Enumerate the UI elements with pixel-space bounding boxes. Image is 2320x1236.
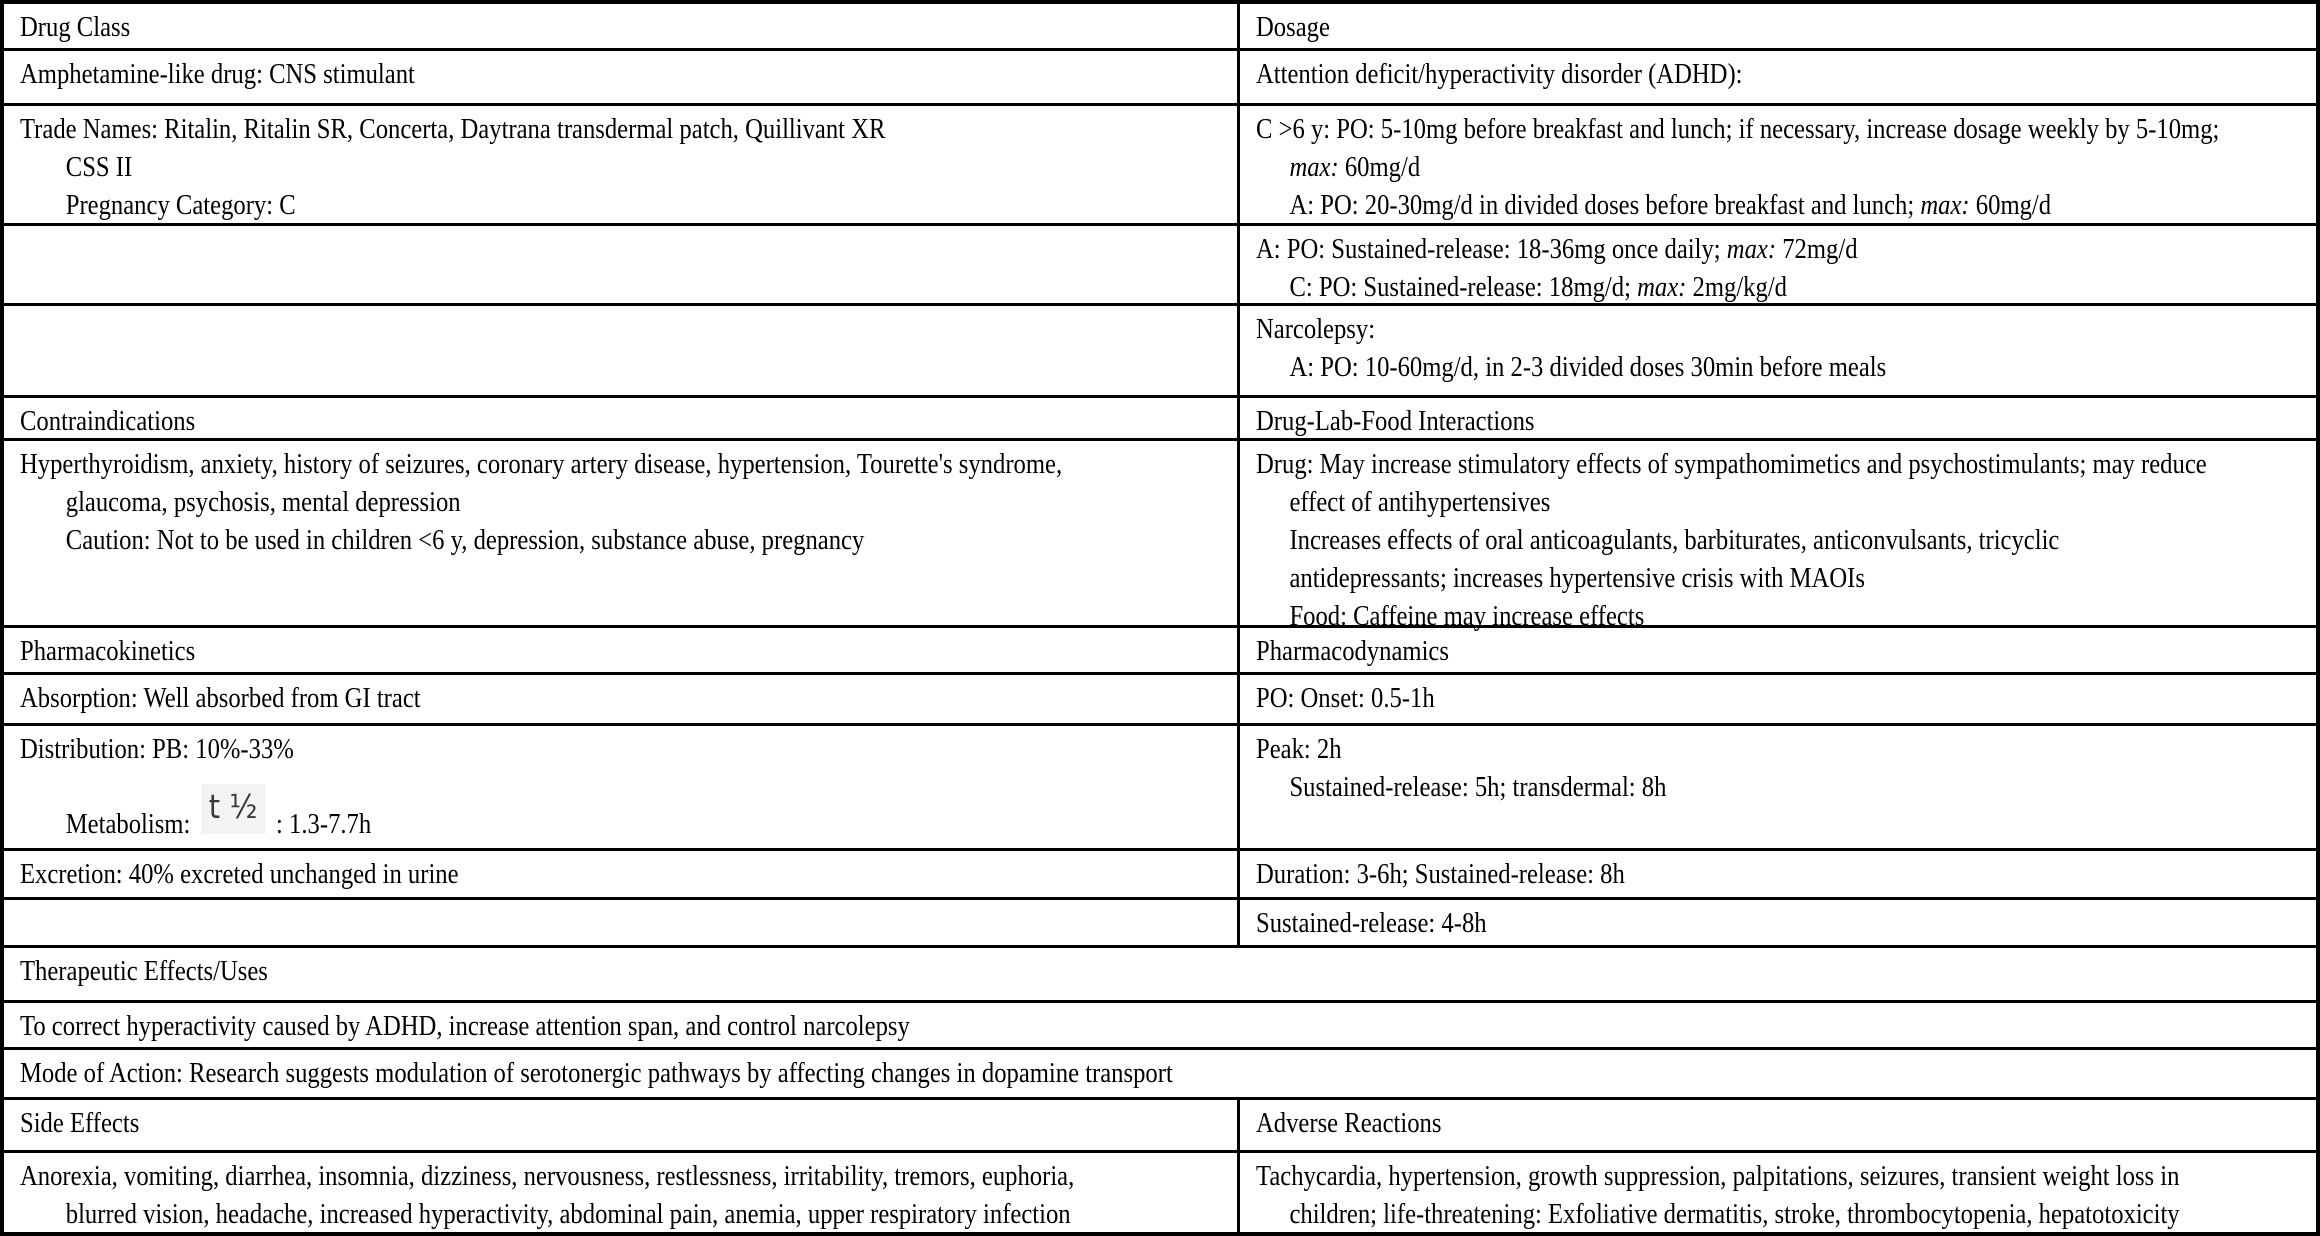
cell-contraindications-header [4,395,1237,438]
cell-mode-of-action [4,1047,2320,1097]
dosage-indication: Attention deficit/hyperactivity disorder (ADHD): [1256,59,1743,90]
cell-contraindications-text [4,438,1237,625]
sr-dose-line-2: C: PO: Sustained-release: 18mg/d; max: 2mg/kg/d [1289,272,1787,303]
cell-distribution-metabolism [4,723,1237,848]
interactions-line-3: Increases effects of oral anticoagulants, barbiturates, anticonvulsants, tricyclic [1289,525,2060,556]
absorption-line: Absorption: Well absorbed from GI tract [20,683,421,714]
excretion-line: Excretion: 40% excreted unchanged in urine [20,859,459,890]
cell-trade-names [4,103,1237,223]
pharmacokinetics-header-label: Pharmacokinetics [20,636,196,667]
cell-empty-3 [4,897,1237,945]
pregnancy-category-line: Pregnancy Category: C [65,190,296,221]
trade-names-line: Trade Names: Ritalin, Ritalin SR, Concerta, Daytrana transdermal patch, Quillivant XR [20,114,886,145]
mode-of-action-line: Mode of Action: Research suggests modulation of serotonergic pathways by affecting changes in dopamine transport [20,1058,1173,1089]
side-effects-header-label: Side Effects [20,1108,140,1139]
distribution-line: Distribution: PB: 10%-33% [20,734,294,765]
dosage-header-label: Dosage [1256,12,1330,43]
narcolepsy-line-1: Narcolepsy: [1256,314,1376,345]
cell-uses [4,1000,2320,1047]
side-effects-line-1: Anorexia, vomiting, diarrhea, insomnia, dizziness, nervousness, restlessness, irritability, tremors, euphoria, [20,1161,1075,1192]
contraindications-header-label: Contraindications [20,406,196,437]
adhd-dose-line-1: C >6 y: PO: 5-10mg before breakfast and lunch; if necessary, increase dosage weekly by 5-10mg; [1256,114,2220,145]
cell-adverse-reactions-header [1237,1097,2320,1150]
cell-empty-2 [4,303,1237,395]
cell-narcolepsy-dosage [1237,303,2320,395]
cell-adverse-reactions-text [1237,1150,2320,1234]
cell-empty-1 [4,223,1237,303]
contraindications-line-1: Hyperthyroidism, anxiety, history of seizures, coronary artery disease, hypertension, Tourette's syndrome, [20,449,1063,480]
cell-pharmacodynamics-header [1237,625,2320,672]
duration-sr-line: Sustained-release: 4-8h [1256,908,1487,939]
metabolism-line [20,787,1091,849]
peak-line-1: Peak: 2h [1256,734,1342,765]
interactions-line-2: effect of antihypertensives [1289,487,1551,518]
narcolepsy-line-2: A: PO: 10-60mg/d, in 2-3 divided doses 30min before meals [1289,352,1887,383]
css-schedule-line: CSS II [65,152,133,183]
cell-side-effects-header [4,1097,1237,1150]
duration-line: Duration: 3-6h; Sustained-release: 8h [1256,859,1625,890]
cell-drug-class-header [4,4,1237,48]
therapeutic-header-label: Therapeutic Effects/Uses [20,956,268,987]
cell-duration [1237,848,2320,897]
adverse-reactions-line-2: children; life-threatening: Exfoliative dermatitis, stroke, thrombocytopenia, hepatotoxicity [1289,1199,2180,1230]
uses-line: To correct hyperactivity caused by ADHD, increase attention span, and control narcolepsy [20,1011,910,1042]
cell-onset [1237,672,2320,723]
contraindications-line-3: Caution: Not to be used in children <6 y, depression, substance abuse, pregnancy [65,525,865,556]
cell-side-effects-text [4,1150,1237,1234]
adhd-dose-line-2: max: 60mg/d [1289,152,1421,183]
adverse-reactions-header-label: Adverse Reactions [1256,1108,1442,1139]
cell-drug-class-value [4,48,1237,103]
half-life-value: : 1.3-7.7h [276,809,372,840]
drug-class-value: Amphetamine-like drug: CNS stimulant [20,59,415,90]
cell-interactions-header [1237,395,2320,438]
interactions-line-5: Food: Caffeine may increase effects [1289,601,1645,632]
cell-therapeutic-header [4,945,2320,1000]
cell-interactions-text [1237,438,2320,632]
cell-sustained-release-dosage [1237,223,2320,303]
cell-dosage-header [1237,4,2320,48]
cell-excretion [4,848,1237,897]
half-life-symbol: t ½ [201,784,266,834]
cell-peak [1237,723,2320,848]
cell-dosage-indication [1237,48,2320,103]
interactions-line-1: Drug: May increase stimulatory effects of sympathomimetics and psychostimulants; may reduce [1256,449,2207,480]
cell-sustained-release-duration [1237,897,2320,945]
adverse-reactions-line-1: Tachycardia, hypertension, growth suppression, palpitations, seizures, transient weight loss in [1256,1161,2180,1192]
interactions-line-4: antidepressants; increases hypertensive crisis with MAOIs [1289,563,1865,594]
cell-absorption [4,672,1237,723]
peak-line-2: Sustained-release: 5h; transdermal: 8h [1289,772,1667,803]
cell-pharmacokinetics-header [4,625,1237,672]
onset-line: PO: Onset: 0.5-1h [1256,683,1435,714]
cell-adhd-dosage [1237,103,2320,223]
drug-lab-food-header-label: Drug-Lab-Food Interactions [1256,406,1535,437]
contraindications-line-2: glaucoma, psychosis, mental depression [65,487,461,518]
side-effects-line-2: blurred vision, headache, increased hyperactivity, abdominal pain, anemia, upper respiratory infection [65,1199,1071,1230]
sr-dose-line-1: A: PO: Sustained-release: 18-36mg once daily; max: 72mg/d [1256,234,1858,265]
pharmacodynamics-header-label: Pharmacodynamics [1256,636,1449,667]
adhd-dose-line-3: A: PO: 20-30mg/d in divided doses before breakfast and lunch; max: 60mg/d [1289,190,2052,221]
drug-class-header-label: Drug Class [20,12,131,43]
metabolism-label: Metabolism: [65,809,191,840]
